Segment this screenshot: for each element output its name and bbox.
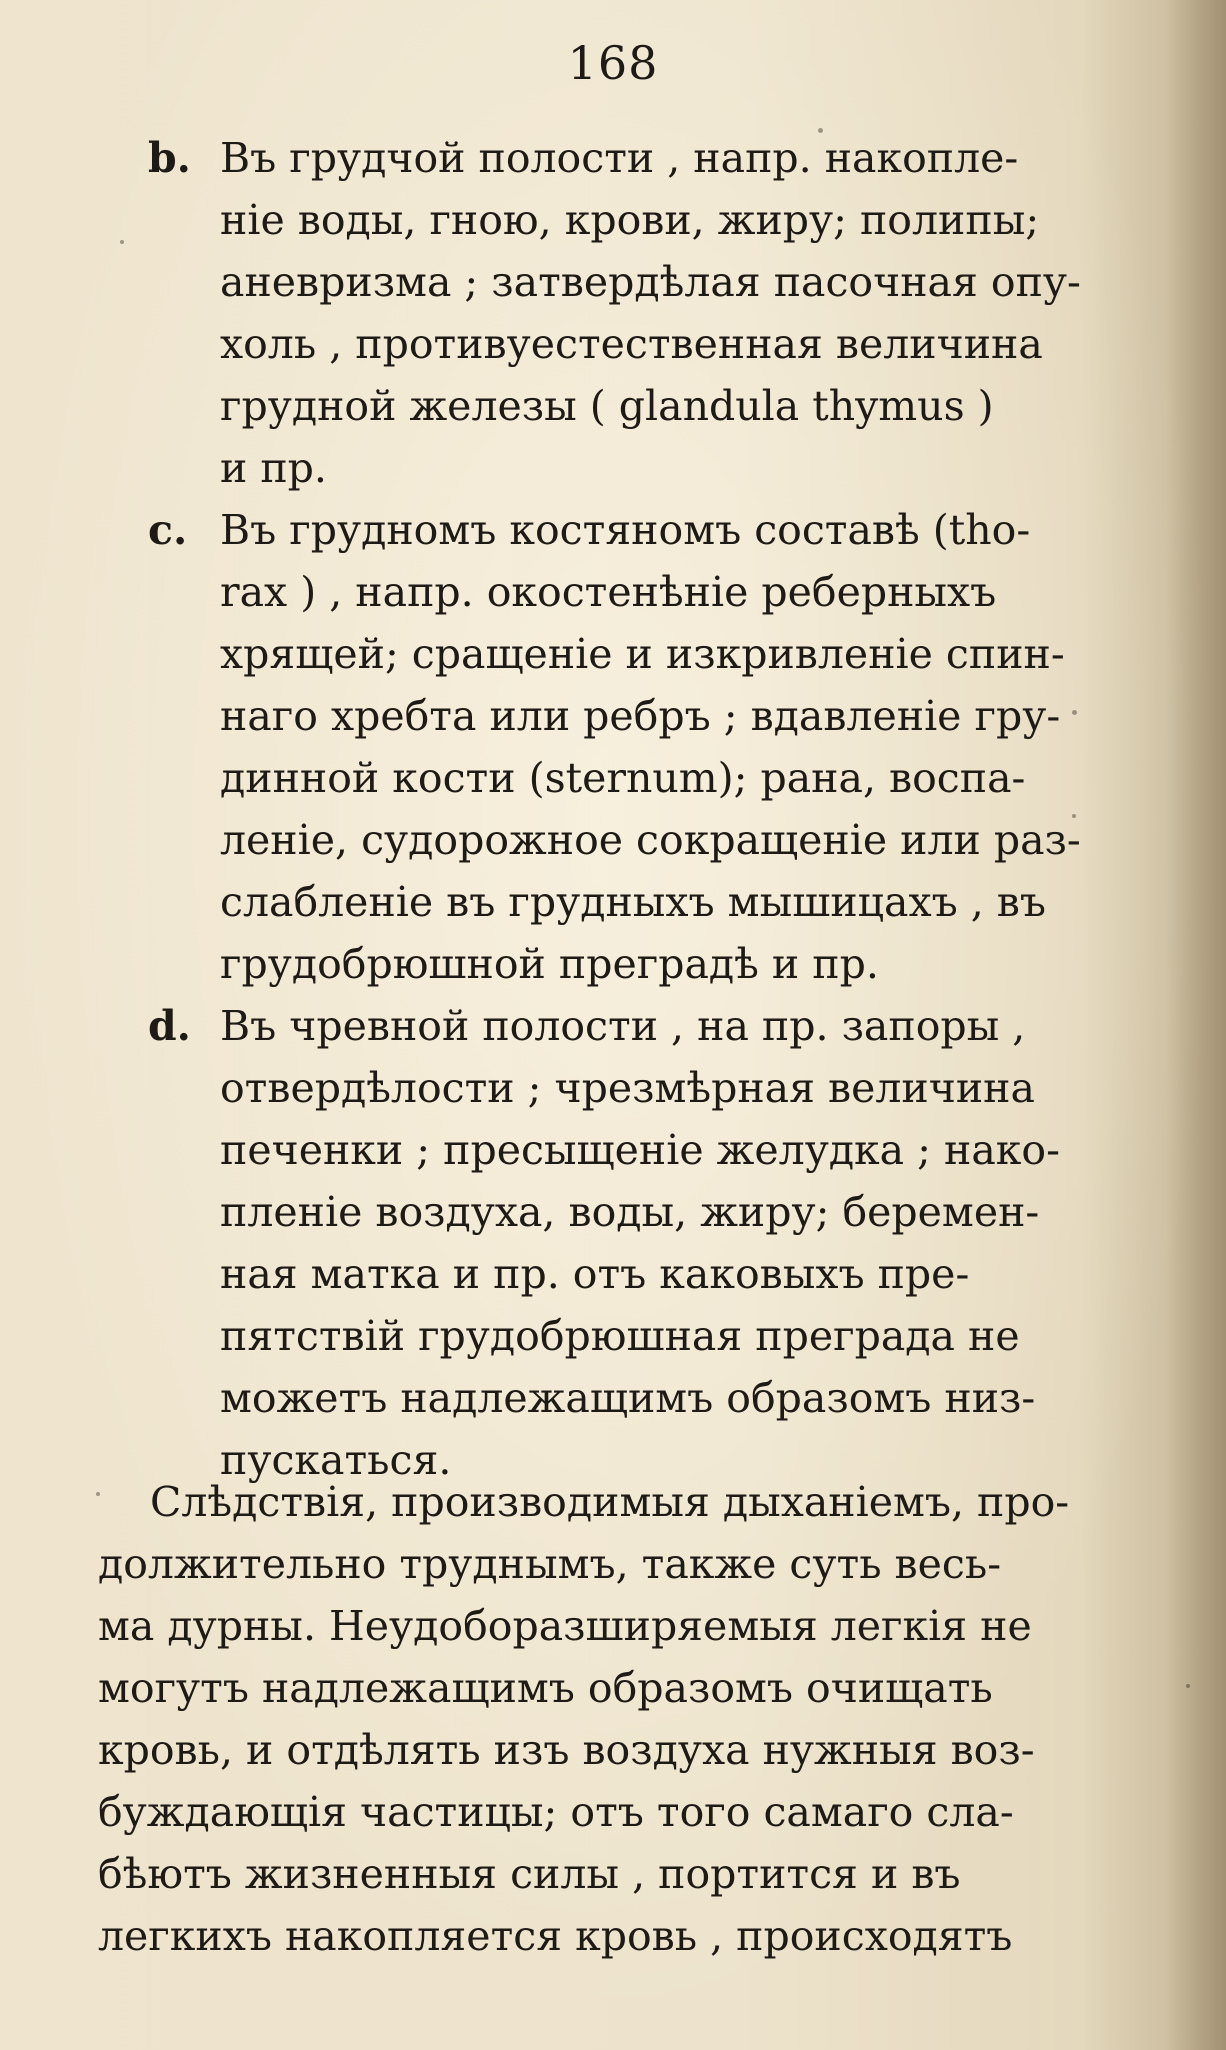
item-b-line-3: аневризма ; затвердѣлая пасочная опу- xyxy=(220,258,1081,306)
paragraph-line-4: могутъ надлежащимъ образомъ очищать xyxy=(98,1664,993,1712)
item-b-line-4: холь , противуестественная величина xyxy=(220,320,1043,368)
item-b-line-2: ніе воды, гною, крови, жиру; полипы; xyxy=(220,196,1040,244)
paragraph-line-2: должительно труднымъ, также суть весь- xyxy=(98,1540,1002,1588)
paragraph-line-3: ма дурны. Неудоборазширяемыя легкія не xyxy=(98,1602,1032,1650)
item-d-line-6: пятствій грудобрюшная преграда не xyxy=(220,1312,1020,1360)
paper-speck xyxy=(1186,1684,1190,1688)
item-b-line-6: и пр. xyxy=(220,444,327,492)
item-c-line-6: леніе, судорожное сокращеніе или раз- xyxy=(220,816,1081,864)
item-d-line-3: печенки ; пресыщеніе желудка ; нако- xyxy=(220,1126,1060,1174)
item-d-line-7: можетъ надлежащимъ образомъ низ- xyxy=(220,1374,1036,1422)
paper-speck xyxy=(96,1492,100,1496)
paper-speck xyxy=(120,240,124,244)
item-b-line-1: Въ грудчой полости , напр. накопле- xyxy=(220,134,1019,182)
item-d-label: d. xyxy=(148,1002,191,1050)
paragraph-line-8: легкихъ накопляется кровь , происходятъ xyxy=(98,1912,1013,1960)
paper-speck xyxy=(1072,710,1077,715)
page-edge-shadow xyxy=(1166,0,1226,2050)
item-c-line-3: хрящей; сращеніе и изкривленіе спин- xyxy=(220,630,1065,678)
paragraph-line-1: Слѣдствія, производимыя дыханіемъ, про- xyxy=(150,1478,1070,1526)
item-c-line-2: rax ) , напр. окостенѣніе реберныхъ xyxy=(220,568,997,616)
item-d-line-5: ная матка и пр. отъ каковыхъ пре- xyxy=(220,1250,970,1298)
item-b-label: b. xyxy=(148,134,191,182)
item-d-line-1: Въ чревной полости , на пр. запоры , xyxy=(220,1002,1026,1050)
item-c-line-8: грудобрюшной преградѣ и пр. xyxy=(220,940,879,988)
paper-speck xyxy=(1072,814,1076,818)
item-d-line-8: пускаться. xyxy=(220,1436,452,1484)
paragraph-line-5: кровь, и отдѣлять изъ воздуха нужныя воз- xyxy=(98,1726,1035,1774)
item-d-line-2: отвердѣлости ; чрезмѣрная величина xyxy=(220,1064,1035,1112)
item-c-line-1: Въ грудномъ костяномъ составѣ (tho- xyxy=(220,506,1031,554)
item-c-label: c. xyxy=(148,506,188,554)
item-c-line-4: наго хребта или ребръ ; вдавленіе гру- xyxy=(220,692,1061,740)
item-c-line-5: динной кости (sternum); рана, воспа- xyxy=(220,754,1026,802)
item-b-line-5: грудной железы ( glandula thymus ) xyxy=(220,382,994,430)
paragraph-line-7: бѣютъ жизненныя силы , портится и въ xyxy=(98,1850,961,1898)
item-c-line-7: слабленіе въ грудныхъ мышицахъ , въ xyxy=(220,878,1046,926)
page-number: 168 xyxy=(567,36,659,90)
paper-speck xyxy=(818,128,823,133)
item-d-line-4: пленіе воздуха, воды, жиру; беремен- xyxy=(220,1188,1040,1236)
paragraph-line-6: буждающія частицы; отъ того самаго сла- xyxy=(98,1788,1014,1836)
